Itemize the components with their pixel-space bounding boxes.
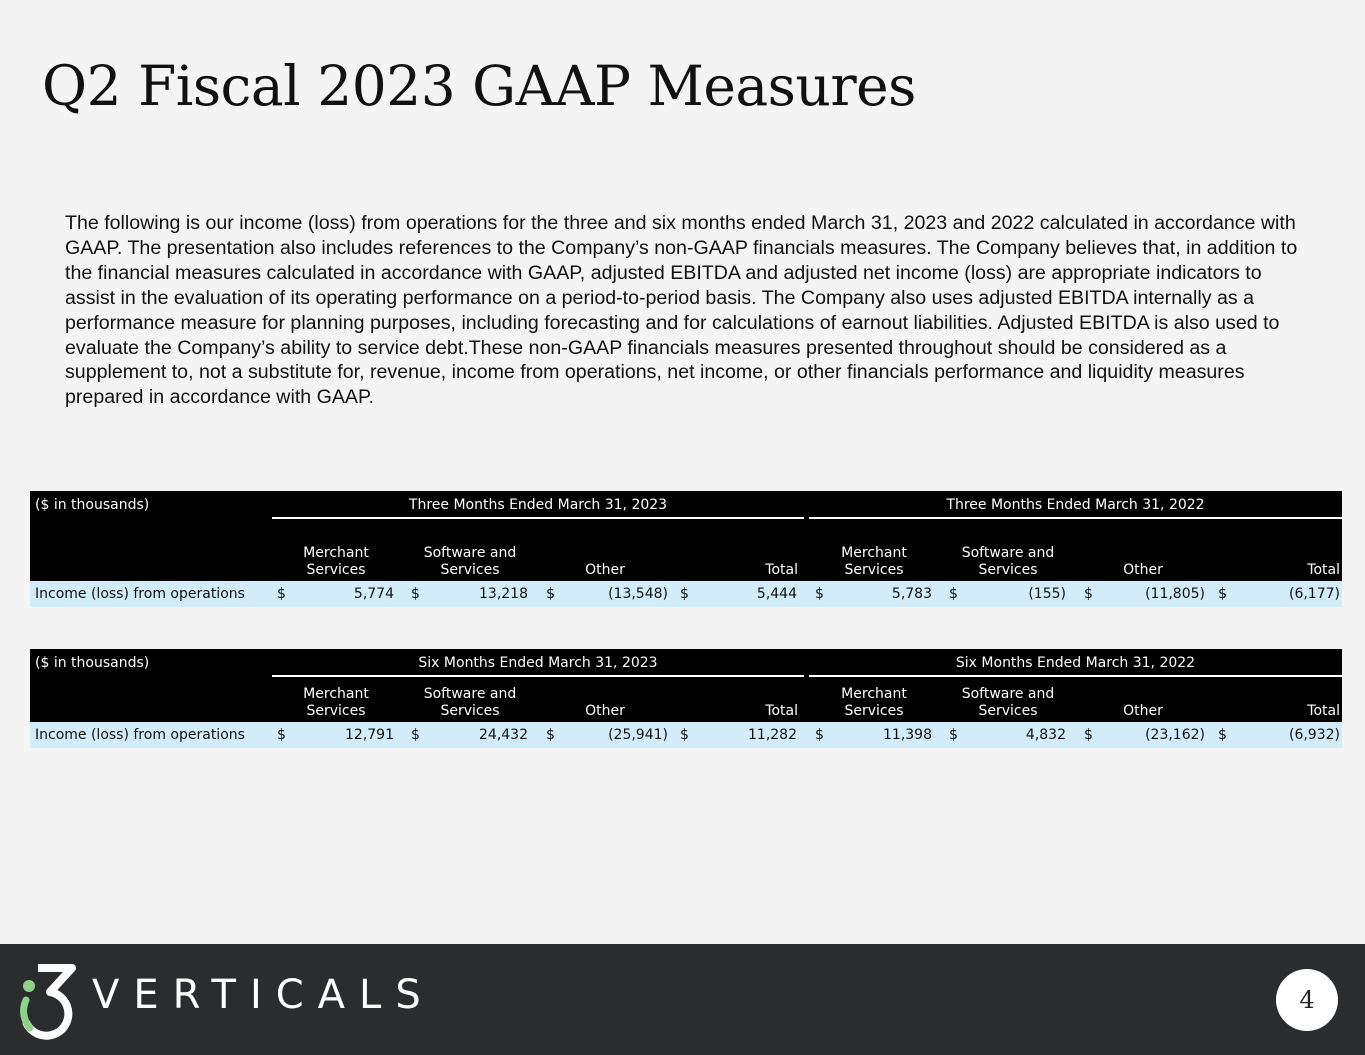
value-cell: (13,548) bbox=[608, 586, 668, 602]
column-header-line: Merchant bbox=[303, 686, 369, 702]
value-cell: (11,805) bbox=[1145, 586, 1205, 602]
column-header-line: Other bbox=[585, 562, 625, 578]
column-header-line bbox=[765, 545, 798, 562]
row-label: Income (loss) from operations bbox=[35, 586, 245, 602]
column-header bbox=[804, 545, 944, 579]
three-months-table bbox=[30, 491, 1342, 607]
value-cell: (6,932) bbox=[1288, 727, 1340, 743]
row-label: Income (loss) from operations bbox=[35, 727, 245, 743]
units-label: ($ in thousands) bbox=[35, 655, 150, 671]
value-cell: 5,783 bbox=[891, 586, 932, 602]
column-header bbox=[266, 545, 406, 579]
currency-symbol: $ bbox=[411, 586, 420, 602]
currency-symbol: $ bbox=[546, 586, 555, 602]
column-header bbox=[804, 686, 944, 720]
column-header bbox=[535, 545, 675, 579]
currency-symbol: $ bbox=[949, 727, 958, 743]
column-header-line: Total bbox=[765, 703, 798, 719]
column-header-line: Services bbox=[306, 562, 366, 578]
currency-symbol: $ bbox=[680, 727, 689, 743]
currency-symbol: $ bbox=[411, 727, 420, 743]
currency-symbol: $ bbox=[815, 727, 824, 743]
currency-symbol: $ bbox=[546, 727, 555, 743]
column-header bbox=[1073, 545, 1213, 579]
table-header bbox=[30, 491, 1342, 581]
column-header-line: Other bbox=[585, 703, 625, 719]
column-header-line: Software and bbox=[961, 545, 1055, 561]
column-header-line: Services bbox=[440, 562, 500, 578]
group-title: Six Months Ended March 31, 2022 bbox=[809, 655, 1342, 677]
column-header-line: Total bbox=[1307, 703, 1340, 719]
value-cell: 12,791 bbox=[345, 727, 394, 743]
column-header-line bbox=[765, 686, 798, 703]
value-cell: 4,832 bbox=[1025, 727, 1066, 743]
column-header bbox=[1073, 686, 1213, 720]
column-header bbox=[266, 686, 406, 720]
intro-paragraph: The following is our income (loss) from operations for the three and six months ended March 31, 2023 and 2022 calculated in accordance with GAAP. The presentation also includes references to the Company’s non-GAAP financials measures. The Company believes that, in addition to the financial measures calculated in accordance with GAAP, adjusted EBITDA and adjusted net income (loss) are appropriate indicators to assist in the evaluation of its operating performance on a period-to-period basis. The Company also uses adjusted EBITDA internally as a performance measure for planning purposes, including forecasting and for calculations of earnout liabilities. Adjusted EBITDA is also used to evaluate the Company’s ability to service debt.These non-GAAP financials measures presented throughout should be considered as a supplement to, not a substitute for, revenue, income from operations, net income, or other financials performance and liquidity measures prepared in accordance with GAAP. bbox=[65, 212, 1298, 409]
column-header bbox=[400, 686, 540, 720]
value-cell: 5,774 bbox=[353, 586, 394, 602]
column-header-line: Services bbox=[440, 703, 500, 719]
column-header-line: Merchant bbox=[841, 545, 907, 561]
column-header-line bbox=[535, 545, 675, 562]
column-header-line: Software and bbox=[423, 545, 517, 561]
group-title: Three Months Ended March 31, 2023 bbox=[272, 497, 804, 519]
column-header-line: Merchant bbox=[841, 686, 907, 702]
currency-symbol: $ bbox=[1084, 586, 1093, 602]
page-number-badge: 4 bbox=[1276, 969, 1338, 1031]
footer-bar bbox=[0, 944, 1365, 1055]
table-row bbox=[30, 581, 1342, 607]
column-header bbox=[765, 545, 798, 579]
currency-symbol: $ bbox=[1084, 727, 1093, 743]
currency-symbol: $ bbox=[680, 586, 689, 602]
units-label: ($ in thousands) bbox=[35, 497, 150, 513]
column-header-line: Total bbox=[1307, 562, 1340, 578]
column-header-line: Other bbox=[1123, 703, 1163, 719]
currency-symbol: $ bbox=[1218, 586, 1227, 602]
column-header-line: Total bbox=[765, 562, 798, 578]
column-header bbox=[765, 686, 798, 720]
column-header-line bbox=[1307, 686, 1340, 703]
currency-symbol: $ bbox=[277, 727, 286, 743]
value-cell: (155) bbox=[1028, 586, 1066, 602]
currency-symbol: $ bbox=[1218, 727, 1227, 743]
column-header-line: Software and bbox=[961, 686, 1055, 702]
value-cell: (6,177) bbox=[1288, 586, 1340, 602]
column-header-line: Services bbox=[978, 562, 1038, 578]
column-header-line: Merchant bbox=[303, 545, 369, 561]
currency-symbol: $ bbox=[277, 586, 286, 602]
column-header bbox=[1307, 545, 1340, 579]
column-header bbox=[535, 686, 675, 720]
column-header-line: Services bbox=[844, 562, 904, 578]
three-verticals-logo-icon bbox=[16, 962, 80, 1040]
column-header bbox=[400, 545, 540, 579]
column-header bbox=[1307, 686, 1340, 720]
currency-symbol: $ bbox=[949, 586, 958, 602]
group-title: Three Months Ended March 31, 2022 bbox=[809, 497, 1342, 519]
column-header-line: Services bbox=[978, 703, 1038, 719]
column-header-line bbox=[1073, 545, 1213, 562]
column-header bbox=[938, 686, 1078, 720]
table-row bbox=[30, 722, 1342, 748]
company-logo-text: VERTICALS bbox=[92, 972, 435, 1018]
column-header-line bbox=[1307, 545, 1340, 562]
table-header bbox=[30, 649, 1342, 722]
value-cell: 24,432 bbox=[479, 727, 528, 743]
column-header-line: Services bbox=[844, 703, 904, 719]
six-months-table bbox=[30, 649, 1342, 748]
column-header-line bbox=[1073, 686, 1213, 703]
currency-symbol: $ bbox=[815, 586, 824, 602]
column-header-line: Services bbox=[306, 703, 366, 719]
column-header-line bbox=[535, 686, 675, 703]
value-cell: 11,398 bbox=[883, 727, 932, 743]
value-cell: (23,162) bbox=[1145, 727, 1205, 743]
column-header-line: Software and bbox=[423, 686, 517, 702]
column-header-line: Other bbox=[1123, 562, 1163, 578]
value-cell: 13,218 bbox=[479, 586, 528, 602]
group-title: Six Months Ended March 31, 2023 bbox=[272, 655, 804, 677]
page-title: Q2 Fiscal 2023 GAAP Measures bbox=[42, 54, 916, 118]
value-cell: 5,444 bbox=[756, 586, 797, 602]
value-cell: 11,282 bbox=[748, 727, 797, 743]
value-cell: (25,941) bbox=[608, 727, 668, 743]
column-header bbox=[938, 545, 1078, 579]
